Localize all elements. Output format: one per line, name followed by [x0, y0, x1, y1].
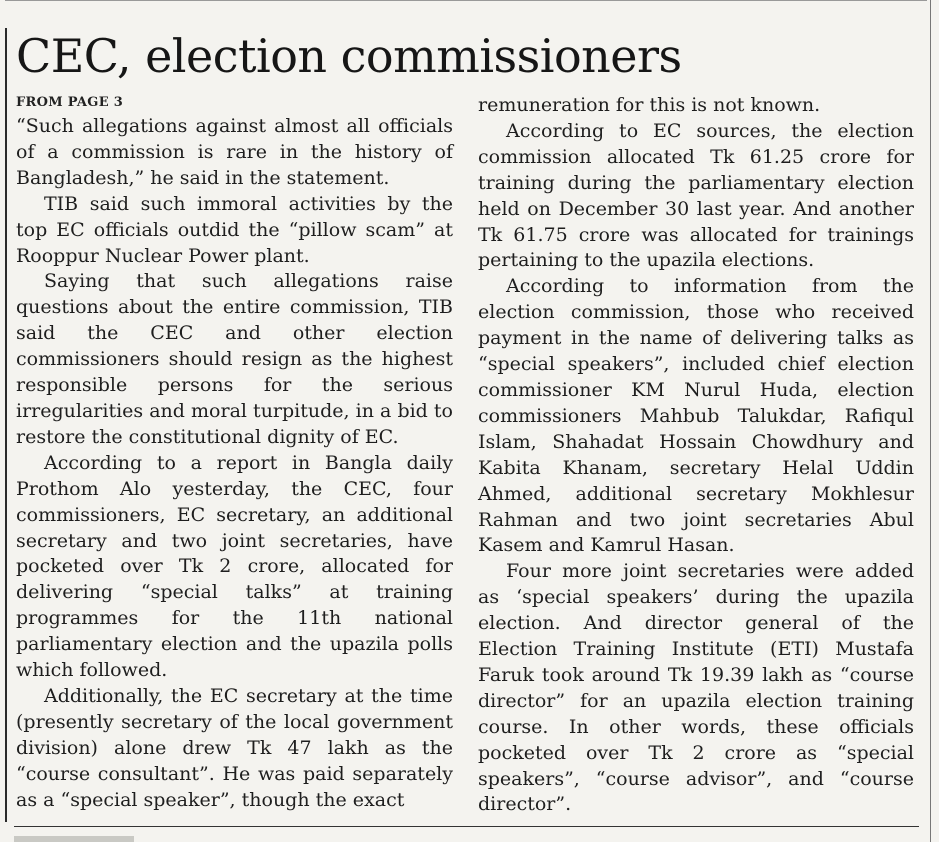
right-column — [478, 93, 914, 818]
left-column — [16, 93, 453, 813]
paragraph: “Such allegations against almost all officials of a commission is rare in the history of Bangladesh,” he said in the statement. — [16, 115, 453, 189]
left-column-rule — [5, 28, 7, 822]
paragraph: Additionally, the EC secretary at the time (presently secretary of the local government division) alone drew Tk 47 lakh as the “course consultant”. He was paid separately as a “special speaker”, though the exact — [16, 684, 453, 811]
top-rule — [5, 0, 927, 1]
paragraph: TIB said such immoral activities by the top EC officials outdid the “pillow scam” at Rooppur Nuclear Power plant. — [16, 192, 453, 267]
paragraph: According to EC sources, the election commission allocated Tk 61.25 crore for training during the parliamentary election held on December 30 last year. And another Tk 61.75 crore was allocated for trainings pertaining to the upazila elections. — [478, 119, 914, 272]
bottom-rule — [14, 826, 919, 827]
paragraph: Four more joint secretaries were added as ‘special speakers’ during the upazila election. And director general of the Election Training Institute (ETI) Mustafa Faruk took around Tk 19.39 lakh as “course director” for an upazila election training course. In other words, these officials pocketed over Tk 2 crore as “special speakers”, “course advisor”, and “course director”. — [478, 560, 914, 816]
right-page-edge — [930, 0, 931, 842]
headline: CEC, election commissioners — [16, 29, 682, 83]
paragraph: Saying that such allegations raise questions about the entire commission, TIB said the CEC and other election commissioners should resign as the highest responsible persons for the serious irregularities and moral turpitude, in a bid to restore the constitutional dignity of EC. — [16, 270, 453, 448]
paragraph: According to information from the election commission, those who received payment in the name of delivering talks as “special speakers”, included chief election commissioner KM Nurul Huda, election commissioners Mahbub Talukdar, Rafiqul Islam, Shahadat Hossain Chowdhury and Kabita Khanam, secretary Helal Uddin Ahmed, additional secretary Mokhlesur Rahman and two joint secretaries Abul Kasem and Kamrul Hasan. — [478, 275, 914, 557]
next-article-edge — [14, 836, 134, 842]
paragraph: According to a report in Bangla daily Prothom Alo yesterday, the CEC, four commissioners, EC secretary, an additional secretary and two joint secretaries, have pocketed over Tk 2 crore, allocated for delivering “special talks” at training programmes for the 11th national parliamentary election and the upazila polls which followed. — [16, 451, 453, 682]
paragraph: remuneration for this is not known. — [478, 94, 821, 116]
continuation-kicker: FROM PAGE 3 — [16, 95, 124, 110]
